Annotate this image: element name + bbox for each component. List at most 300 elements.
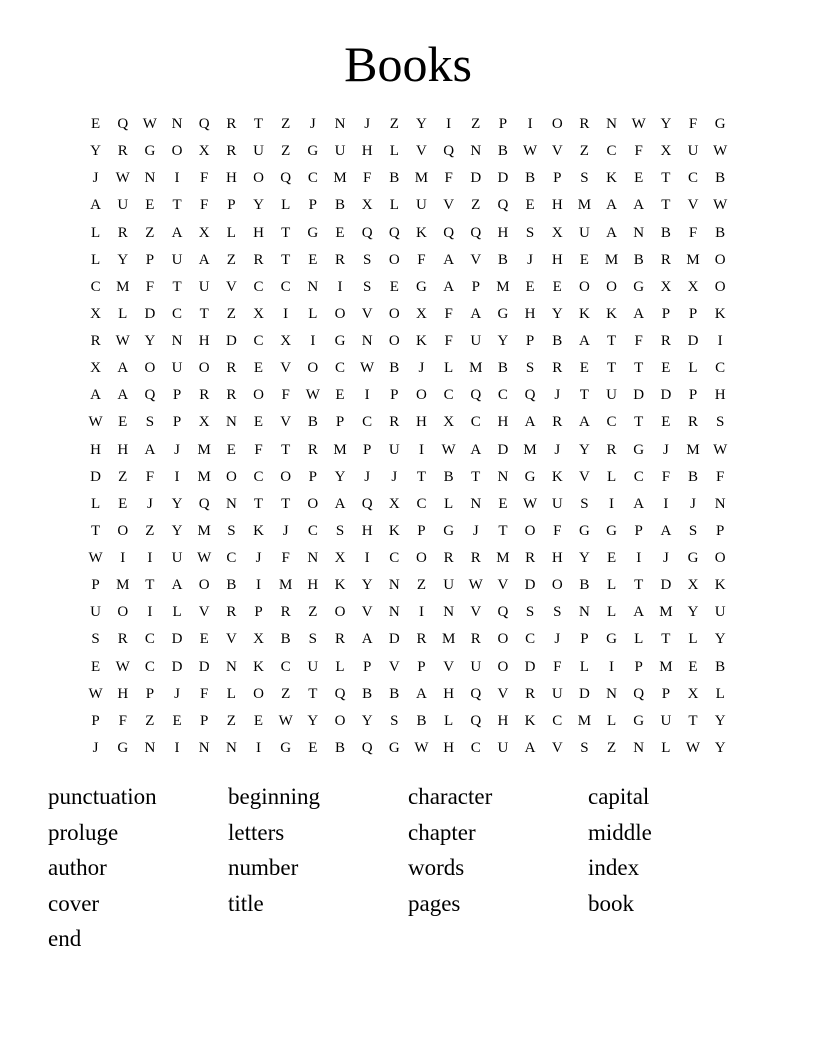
grid-letter: J: [92, 170, 99, 187]
grid-letter: L: [444, 360, 454, 377]
grid-letter: W: [197, 550, 212, 567]
word-list-item: character: [408, 784, 493, 809]
grid-letter: A: [443, 278, 455, 295]
word-list-item: words: [408, 855, 465, 881]
grid-letter: F: [362, 170, 372, 187]
grid-letter: R: [525, 550, 536, 567]
grid-letter: U: [497, 739, 509, 756]
word-list-item: middle: [588, 819, 652, 845]
grid-letter: L: [606, 468, 617, 485]
grid-letter: I: [717, 333, 723, 350]
grid-letter: G: [307, 224, 319, 241]
grid-letter: I: [256, 577, 262, 594]
grid-letter: I: [147, 604, 153, 621]
grid-letter: M: [496, 550, 510, 567]
grid-letter: U: [90, 604, 101, 621]
grid-letter: A: [117, 360, 129, 377]
grid-letter: Z: [389, 116, 399, 133]
grid-letter: F: [200, 685, 209, 702]
grid-letter: P: [308, 468, 317, 485]
grid-letter: A: [633, 604, 645, 621]
grid-letter: I: [174, 739, 180, 756]
grid-letter: F: [145, 468, 155, 485]
grid-letter: I: [174, 170, 180, 187]
grid-letter: X: [253, 305, 264, 322]
grid-letter: Q: [361, 224, 373, 241]
grid-letter: E: [145, 197, 155, 214]
grid-letter: P: [661, 685, 671, 702]
grid-letter: Y: [687, 604, 699, 621]
grid-letter: I: [418, 604, 424, 621]
grid-letter: Q: [361, 495, 373, 512]
grid-letter: O: [253, 170, 264, 187]
grid-letter: Z: [145, 522, 155, 539]
grid-letter: R: [470, 631, 481, 648]
grid-letter: K: [253, 658, 264, 675]
grid-letter: C: [715, 360, 726, 377]
grid-letter: T: [281, 251, 291, 268]
grid-letter: M: [469, 360, 483, 377]
grid-letter: N: [443, 604, 455, 621]
grid-letter: I: [609, 658, 615, 675]
grid-letter: D: [388, 631, 400, 648]
grid-letter: M: [333, 441, 347, 458]
grid-letter: H: [551, 251, 563, 268]
grid-letter: N: [307, 278, 319, 295]
grid-letter: Y: [714, 631, 726, 648]
grid-letter: T: [253, 116, 264, 133]
grid-letter: D: [497, 170, 509, 187]
grid-letter: S: [553, 604, 562, 621]
grid-row: [82, 572, 734, 599]
grid-letter: E: [389, 278, 399, 295]
grid-letter: G: [144, 143, 156, 160]
grid-letter: O: [144, 360, 156, 377]
grid-letter: U: [660, 712, 672, 729]
grid-letter: P: [498, 116, 508, 133]
grid-letter: P: [145, 251, 155, 268]
grid-letter: L: [444, 495, 454, 512]
grid-letter: N: [198, 739, 210, 756]
grid-letter: W: [441, 441, 456, 458]
grid-letter: J: [554, 441, 561, 458]
grid-letter: H: [307, 577, 319, 594]
grid-letter: O: [280, 468, 292, 485]
grid-letter: Q: [470, 224, 482, 241]
grid-letter: O: [253, 387, 264, 404]
grid-letter: N: [225, 658, 237, 675]
grid-letter: V: [225, 278, 237, 295]
grid-letter: S: [390, 712, 399, 729]
grid-letter: A: [416, 685, 427, 702]
grid-letter: N: [470, 143, 482, 160]
grid-letter: M: [197, 441, 211, 458]
grid-letter: Q: [497, 604, 509, 621]
grid-letter: A: [524, 739, 536, 756]
grid-letter: V: [497, 577, 509, 594]
grid-letter: P: [91, 712, 100, 729]
grid-letter: E: [661, 360, 671, 377]
grid-letter: Y: [361, 577, 373, 594]
grid-letter: Y: [416, 116, 427, 133]
grid-letter: Z: [471, 116, 481, 133]
grid-letter: T: [661, 197, 671, 214]
grid-letter: J: [472, 522, 479, 539]
grid-letter: Y: [117, 251, 129, 268]
grid-letter: C: [226, 550, 237, 567]
grid-letter: V: [687, 197, 699, 214]
grid-letter: L: [308, 305, 318, 322]
grid-letter: F: [200, 197, 209, 214]
grid-letter: V: [497, 685, 509, 702]
grid-letter: L: [281, 197, 291, 214]
grid-letter: V: [280, 414, 292, 431]
grid-letter: T: [661, 631, 671, 648]
grid-letter: W: [713, 143, 728, 160]
grid-letter: N: [334, 116, 346, 133]
grid-letter: T: [308, 685, 318, 702]
grid-letter: D: [660, 577, 672, 594]
grid-letter: R: [443, 550, 454, 567]
grid-letter: O: [334, 305, 346, 322]
grid-letter: A: [171, 577, 183, 594]
grid-letter: Y: [171, 495, 183, 512]
grid-letter: E: [308, 251, 318, 268]
grid-letter: F: [444, 333, 453, 350]
grid-letter: J: [309, 116, 316, 133]
grid-letter: U: [470, 658, 482, 675]
grid-row: [82, 220, 734, 247]
grid-letter: B: [715, 224, 726, 241]
grid-letter: W: [115, 658, 130, 675]
grid-letter: N: [225, 495, 237, 512]
grid-letter: N: [171, 116, 183, 133]
grid-letter: R: [199, 387, 210, 404]
grid-letter: E: [172, 712, 182, 729]
grid-letter: E: [634, 170, 644, 187]
word-list: [48, 779, 768, 957]
grid-letter: R: [606, 441, 617, 458]
grid-letter: P: [227, 197, 236, 214]
grid-letter: T: [498, 522, 508, 539]
grid-letter: B: [552, 333, 563, 350]
grid-letter: B: [497, 143, 508, 160]
grid-letter: C: [497, 387, 508, 404]
grid-letter: E: [253, 360, 264, 377]
grid-letter: D: [633, 387, 645, 404]
grid-letter: Q: [470, 685, 482, 702]
grid-letter: C: [307, 170, 318, 187]
grid-letter: C: [280, 658, 291, 675]
grid-letter: U: [171, 251, 183, 268]
grid-letter: K: [551, 468, 563, 485]
grid-letter: T: [281, 495, 291, 512]
grid-letter: C: [253, 333, 264, 350]
grid-letter: U: [551, 685, 563, 702]
grid-letter: P: [362, 441, 372, 458]
grid-row: [82, 111, 734, 138]
grid-row: [82, 138, 734, 165]
grid-letter: L: [606, 712, 617, 729]
grid-letter: E: [579, 360, 589, 377]
grid-row: [82, 491, 734, 518]
grid-letter: P: [525, 333, 535, 350]
grid-letter: C: [307, 522, 318, 539]
grid-letter: X: [198, 414, 210, 431]
grid-letter: Q: [361, 739, 373, 756]
grid-letter: I: [120, 550, 126, 567]
grid-letter: V: [470, 251, 482, 268]
grid-letter: F: [661, 468, 671, 485]
grid-letter: Z: [118, 468, 128, 485]
grid-letter: H: [90, 441, 101, 458]
grid-letter: F: [200, 170, 209, 187]
grid-letter: O: [307, 360, 319, 377]
grid-letter: W: [522, 143, 538, 160]
grid-letter: S: [362, 251, 372, 268]
grid-letter: R: [117, 143, 128, 160]
grid-letter: R: [660, 251, 671, 268]
grid-letter: W: [115, 333, 130, 350]
grid-letter: L: [90, 495, 101, 512]
grid-letter: C: [606, 143, 617, 160]
grid-letter: Q: [198, 116, 210, 133]
grid-letter: W: [713, 197, 728, 214]
grid-letter: V: [225, 631, 237, 648]
grid-letter: P: [634, 522, 643, 539]
grid-letter: V: [416, 143, 427, 160]
grid-letter: R: [307, 441, 318, 458]
grid-letter: Y: [171, 522, 183, 539]
grid-letter: M: [441, 631, 456, 648]
grid-row: [82, 437, 734, 464]
grid-letter: S: [688, 522, 698, 539]
grid-letter: X: [90, 360, 101, 377]
grid-letter: L: [688, 631, 698, 648]
grid-letter: V: [361, 604, 373, 621]
grid-letter: V: [443, 197, 455, 214]
grid-letter: Z: [471, 197, 481, 214]
grid-letter: B: [497, 360, 508, 377]
grid-letter: Z: [145, 712, 155, 729]
grid-letter: B: [633, 251, 644, 268]
grid-letter: Y: [714, 739, 726, 756]
grid-letter: P: [308, 197, 317, 214]
grid-letter: H: [497, 712, 509, 729]
grid-letter: E: [525, 197, 535, 214]
grid-letter: A: [171, 224, 183, 241]
grid-letter: N: [497, 468, 509, 485]
grid-letter: P: [335, 414, 345, 431]
grid-letter: E: [498, 495, 508, 512]
grid-letter: B: [389, 360, 400, 377]
grid-letter: K: [334, 577, 346, 594]
word-list-item: number: [228, 855, 299, 881]
word-list-item: chapter: [408, 819, 476, 845]
grid-letter: A: [443, 251, 455, 268]
grid-letter: J: [364, 468, 371, 485]
grid-letter: W: [414, 739, 429, 756]
grid-letter: W: [305, 387, 320, 404]
grid-letter: M: [604, 251, 619, 268]
grid-letter: D: [225, 333, 237, 350]
grid-letter: N: [388, 604, 400, 621]
grid-letter: F: [254, 441, 263, 458]
grid-letter: D: [524, 658, 536, 675]
grid-letter: S: [145, 414, 155, 431]
grid-letter: D: [687, 333, 699, 350]
grid-letter: E: [118, 414, 128, 431]
grid-letter: B: [389, 685, 400, 702]
grid-letter: L: [606, 604, 617, 621]
grid-letter: O: [714, 550, 726, 567]
grid-letter: I: [609, 495, 615, 512]
grid-letter: E: [199, 631, 209, 648]
grid-letter: H: [714, 387, 726, 404]
grid-letter: F: [145, 278, 155, 295]
grid-row: [82, 464, 734, 491]
grid-letter: Z: [281, 685, 291, 702]
grid-row: [82, 681, 734, 708]
grid-letter: P: [417, 658, 426, 675]
grid-letter: W: [522, 495, 538, 512]
grid-letter: U: [443, 577, 455, 594]
grid-letter: X: [551, 224, 563, 241]
grid-letter: T: [579, 387, 589, 404]
grid-letter: A: [633, 495, 645, 512]
grid-letter: X: [361, 197, 373, 214]
grid-letter: N: [144, 739, 156, 756]
grid-letter: U: [687, 143, 699, 160]
grid-letter: Q: [497, 197, 509, 214]
grid-row: [82, 355, 734, 382]
grid-letter: N: [633, 224, 645, 241]
grid-letter: K: [714, 305, 726, 322]
grid-letter: F: [634, 333, 643, 350]
grid-row: [82, 708, 734, 735]
grid-letter: T: [634, 414, 644, 431]
grid-letter: Y: [578, 550, 590, 567]
grid-letter: H: [361, 143, 373, 160]
grid-letter: J: [418, 360, 425, 377]
grid-letter: O: [198, 360, 210, 377]
grid-letter: I: [636, 550, 642, 567]
grid-letter: F: [444, 305, 453, 322]
grid-letter: B: [334, 197, 345, 214]
grid-letter: R: [525, 685, 536, 702]
grid-letter: P: [390, 387, 399, 404]
grid-letter: A: [524, 414, 536, 431]
grid-letter: E: [579, 251, 589, 268]
grid-letter: A: [633, 197, 645, 214]
grid-letter: A: [334, 495, 346, 512]
grid-letter: K: [578, 305, 590, 322]
grid-letter: J: [391, 468, 398, 485]
grid-letter: Z: [226, 251, 236, 268]
grid-letter: O: [416, 387, 427, 404]
grid-letter: S: [227, 522, 236, 539]
grid-letter: W: [685, 739, 701, 756]
grid-letter: H: [117, 685, 129, 702]
grid-letter: P: [716, 522, 725, 539]
grid-letter: H: [551, 197, 563, 214]
grid-letter: Z: [606, 739, 617, 756]
grid-letter: A: [470, 305, 482, 322]
grid-letter: O: [307, 495, 319, 512]
grid-letter: W: [468, 577, 483, 594]
grid-letter: R: [552, 414, 563, 431]
grid-letter: P: [145, 685, 155, 702]
grid-letter: X: [443, 414, 455, 431]
grid-letter: A: [606, 197, 617, 214]
grid-letter: Q: [633, 685, 645, 702]
grid-letter: I: [283, 305, 289, 322]
grid-letter: E: [661, 414, 671, 431]
grid-letter: F: [417, 251, 426, 268]
grid-letter: V: [443, 658, 455, 675]
grid-letter: R: [226, 143, 237, 160]
grid-letter: L: [389, 143, 399, 160]
grid-letter: M: [577, 712, 592, 729]
grid-letter: X: [416, 305, 427, 322]
grid-letter: S: [580, 739, 589, 756]
grid-letter: L: [389, 197, 399, 214]
grid-letter: Y: [551, 305, 563, 322]
grid-row: [82, 518, 734, 545]
grid-letter: E: [606, 550, 617, 567]
grid-letter: U: [388, 441, 400, 458]
grid-letter: W: [88, 550, 103, 567]
grid-letter: J: [527, 251, 533, 268]
grid-letter: J: [364, 116, 371, 133]
grid-letter: M: [686, 441, 700, 458]
grid-letter: M: [116, 278, 130, 295]
grid-letter: C: [416, 495, 427, 512]
word-list-item: letters: [228, 819, 285, 845]
grid-letter: T: [253, 495, 264, 512]
grid-letter: U: [714, 604, 726, 621]
grid-row: [82, 409, 734, 436]
grid-letter: C: [362, 414, 373, 431]
grid-letter: L: [226, 685, 236, 702]
grid-letter: W: [713, 441, 728, 458]
grid-letter: F: [281, 550, 290, 567]
grid-row: [82, 626, 734, 653]
grid-row: [82, 165, 734, 192]
grid-letter: Z: [281, 116, 291, 133]
grid-letter: R: [253, 251, 264, 268]
grid-letter: W: [631, 116, 646, 133]
grid-letter: U: [334, 143, 346, 160]
grid-letter: H: [225, 170, 237, 187]
grid-letter: A: [90, 197, 101, 214]
grid-letter: T: [90, 522, 101, 539]
grid-letter: Z: [308, 604, 318, 621]
grid-letter: O: [334, 604, 346, 621]
grid-letter: O: [714, 278, 726, 295]
grid-letter: C: [172, 305, 183, 322]
grid-letter: C: [253, 278, 264, 295]
grid-letter: R: [117, 631, 128, 648]
grid-letter: O: [388, 333, 400, 350]
grid-letter: O: [171, 143, 183, 160]
grid-letter: J: [174, 685, 180, 702]
grid-letter: G: [524, 468, 536, 485]
grid-letter: U: [416, 197, 427, 214]
grid-letter: Y: [660, 116, 672, 133]
grid-row: [82, 382, 734, 409]
grid-letter: C: [90, 278, 101, 295]
